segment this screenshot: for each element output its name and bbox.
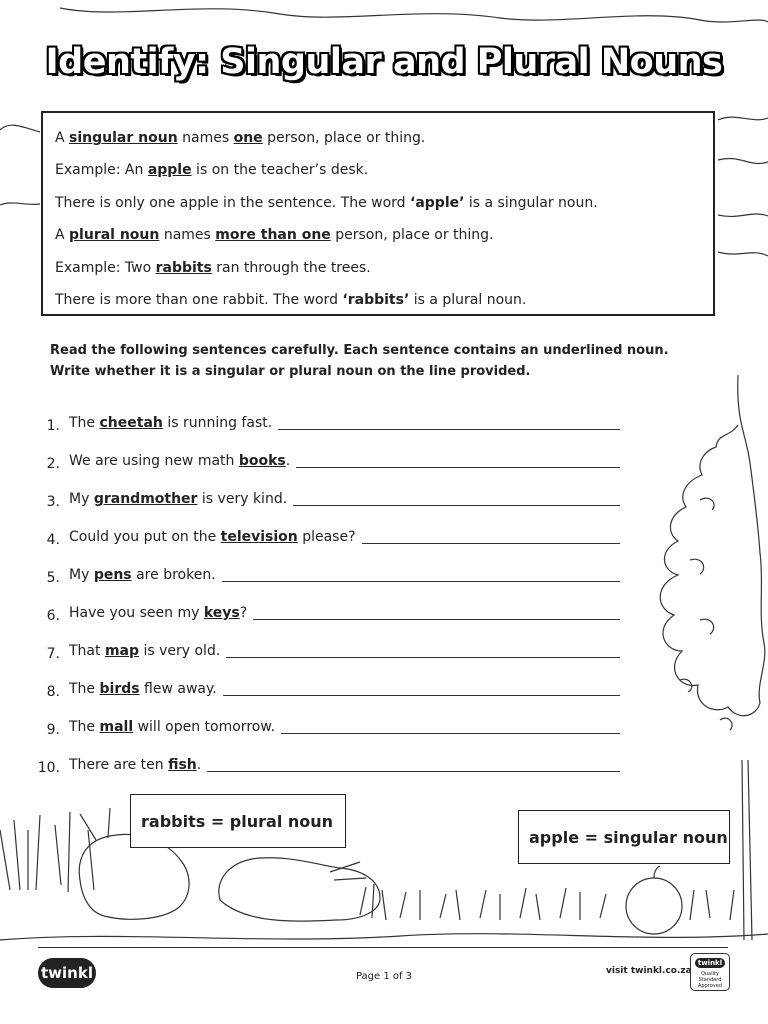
text: Example: An [55, 162, 148, 179]
term-rabbits-quoted: ‘rabbits’ [342, 291, 410, 308]
answer-line[interactable] [281, 732, 620, 734]
answer-line[interactable] [223, 694, 620, 696]
text: names [177, 130, 234, 146]
question-number: 7. [46, 646, 60, 662]
question-number: 3. [46, 494, 60, 510]
footer-divider [38, 947, 728, 948]
question-number: 5. [46, 570, 60, 586]
rabbit-right [219, 858, 380, 921]
term-apple-quoted: ‘apple’ [410, 194, 465, 211]
definition-line [55, 222, 713, 254]
answer-line[interactable] [296, 466, 620, 468]
instructions [50, 340, 730, 382]
question-item [30, 662, 620, 700]
definition-line [55, 190, 713, 222]
text: person, place or thing. [262, 130, 426, 146]
term-singular-noun: singular noun [69, 130, 178, 146]
question-text: My pens are broken. [69, 567, 216, 583]
question-text: Could you put on the television please? [69, 529, 356, 545]
underlined-noun: birds [99, 681, 140, 697]
underlined-noun: pens [93, 567, 132, 583]
label-rabbits: rabbits = plural noun [130, 794, 346, 848]
underlined-noun: keys [203, 605, 240, 621]
answer-line[interactable] [293, 504, 620, 506]
question-number: 1. [46, 418, 60, 434]
text: There is only one apple in the sentence. The word [55, 194, 411, 211]
question-text: The birds flew away. [69, 681, 217, 697]
question-number: 10. [37, 760, 60, 776]
question-item [30, 548, 620, 586]
badge-line-2: Approved [698, 983, 722, 989]
definition-line [55, 157, 713, 189]
text: is a singular noun. [464, 194, 598, 211]
term-rabbits: rabbits [155, 259, 212, 276]
underlined-noun: cheetah [99, 415, 163, 431]
underlined-noun: television [220, 529, 298, 545]
answer-line[interactable] [207, 770, 620, 772]
question-text: That map is very old. [69, 643, 221, 659]
text: is a plural noun. [409, 291, 527, 308]
question-item [30, 472, 620, 510]
underlined-noun: grandmother [93, 491, 198, 507]
question-item [30, 700, 620, 738]
underlined-noun: fish [168, 757, 197, 773]
question-number: 8. [46, 684, 60, 700]
text: person, place or thing. [330, 227, 494, 244]
question-text: The cheetah is running fast. [69, 415, 273, 431]
answer-line[interactable] [226, 656, 620, 658]
cloud-outline-left [0, 125, 40, 205]
instruction-line-1: Read the following sentences carefully. Each sentence contains an underlined noun. [50, 343, 669, 358]
cloud-outline-top [60, 8, 768, 22]
term-one: one [233, 130, 263, 146]
ground-line [0, 934, 768, 940]
badge-title: twinkl [695, 958, 725, 968]
definition-line [55, 287, 713, 319]
question-item [30, 624, 620, 662]
apple-stem [654, 866, 660, 878]
text: A [55, 130, 70, 146]
answer-line[interactable] [362, 542, 620, 544]
apple [626, 878, 682, 934]
underlined-noun: books [238, 453, 286, 469]
question-text: My grandmother is very kind. [69, 491, 288, 507]
question-item [30, 434, 620, 472]
question-list [30, 396, 620, 776]
underlined-noun: map [104, 643, 140, 659]
underlined-noun: mall [99, 719, 134, 735]
term-apple: apple [147, 162, 192, 179]
twinkl-logo: twinkl [38, 958, 96, 988]
definition-line [55, 125, 713, 157]
answer-line[interactable] [278, 428, 620, 430]
answer-line[interactable] [222, 580, 620, 582]
question-item [30, 586, 620, 624]
text: Example: Two [55, 259, 156, 276]
question-item [30, 738, 620, 776]
tree-foliage-inner [680, 498, 732, 730]
page-number: Page 1 of 3 [355, 971, 413, 982]
quality-badge [690, 953, 730, 991]
tree-trunk [742, 760, 752, 940]
text: A [55, 227, 70, 244]
website-link[interactable]: visit twinkl.co.za [606, 966, 692, 976]
text: is on the teacher’s desk. [191, 162, 369, 179]
question-number: 2. [46, 456, 60, 472]
term-plural-noun: plural noun [69, 227, 160, 244]
question-item [30, 396, 620, 434]
cloud-outline-right [718, 117, 768, 256]
term-more-than-one: more than one [215, 227, 331, 244]
question-number: 9. [46, 722, 60, 738]
definition-box [41, 111, 715, 316]
instruction-line-2: Write whether it is a singular or plural noun on the line provided. [50, 364, 531, 379]
question-number: 6. [46, 608, 60, 624]
text: There is more than one rabbit. The word [55, 291, 343, 308]
tree-foliage [660, 375, 765, 716]
answer-line[interactable] [253, 618, 620, 620]
question-number: 4. [46, 532, 60, 548]
question-text: We are using new math books. [69, 453, 291, 469]
question-text: The mall will open tomorrow. [69, 719, 275, 735]
definition-line [55, 255, 713, 287]
text: names [159, 227, 216, 244]
question-text: Have you seen my keys? [69, 605, 248, 621]
label-apple: apple = singular noun [518, 810, 730, 864]
question-text: There are ten fish. [69, 757, 202, 773]
badge-line-1: Quality Standard [698, 971, 722, 983]
text: ran through the trees. [211, 259, 371, 276]
question-item [30, 510, 620, 548]
page-title: Identify: Singular and Plural Nouns [45, 42, 723, 82]
